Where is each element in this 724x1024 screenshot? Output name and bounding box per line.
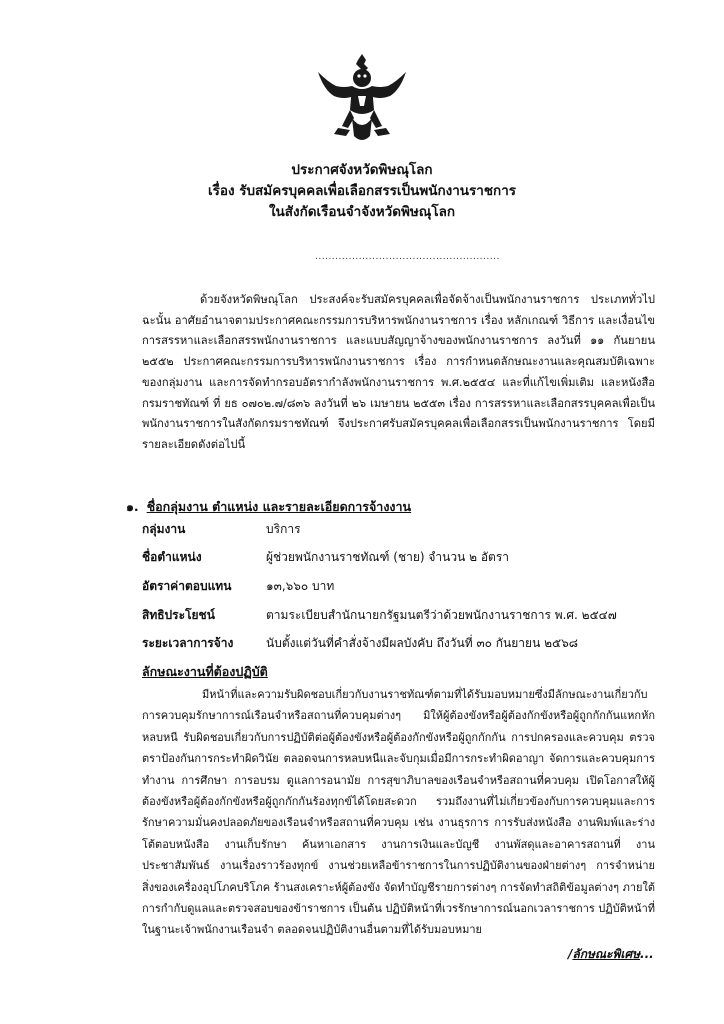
detail-key: สิทธิประโยชน์ [142,608,215,622]
separator-dots: ....................................................... [315,252,500,262]
section-1-heading [126,497,411,517]
announcement-issuer: ประกาศจังหวัดพิษณุโลก [291,162,433,178]
detail-key: อัตราค่าตอบแทน [142,579,232,593]
continued-marker [568,945,654,964]
detail-value: บริการ [266,522,301,536]
detail-value: ตามระเบียบสำนักนายกรัฐมนตรีว่าด้วยพนักงานราชการ พ.ศ. ๒๕๔๗ [266,608,617,622]
intro-paragraph: ด้วยจังหวัดพิษณุโลก ประสงค์จะรับสมัครบุคคลเพื่อจัดจ้างเป็นพนักงานราชการ ประเภททั่วไป ฉะนั้น อาศัยอำนาจตามประกาศคณะกรรมการบริหารพนักงานราชการ เรื่อง หลักเกณฑ์ วิธีการ และเงื่อนไขการสรรหาและเลือกสรรพนักงานราชการ และแบบสัญญาจ้างของพนักงานราชการ ลงวันที่ ๑๑ กันยายน ๒๕๕๒ ประกาศคณะกรรมการบริหารพนักงานราชการ เรื่อง การกำหนดลักษณะงานและคุณสมบัติเฉพาะของกลุ่มงาน และการจัดทำกรอบอัตรากำลังพนักงานราชการ พ.ศ.๒๕๕๔ และที่แก้ไขเพิ่มเติม และหนังสือกรมราชทัณฑ์ ที่ ยธ ๐๗๐๒.๗/๘๓๖ ลงวันที่ ๒๖ เมษายน ๒๕๕๓ เรื่อง การสรรหาและเลือกสรรบุคคลเพื่อเป็นพนักงานราชการในสังกัดกรมราชทัณฑ์ จึงประกาศรับสมัครบุคคลเพื่อเลือกสรรเป็นพนักงานราชการ โดยมีรายละเอียดดังต่อไปนี้ [142,293,655,451]
duties-paragraph: มีหน้าที่และความรับผิดชอบเกี่ยวกับงานราชทัณฑ์ตามที่ได้รับมอบหมายซึ่งมีลักษณะงานเกี่ยวกับการควบคุมรักษาการณ์เรือนจำหรือสถานที่ควบคุมต่างๆ มิให้ผู้ต้องขังหรือผู้ต้องกักขังหรือผู้ถูกกักกันแหกหักหลบหนี รับผิดชอบเกี่ยวกับการปฏิบัติต่อผู้ต้องขังหรือผู้ต้องกักขังหรือผู้ถูกกักกัน การปกครองและควบคุม ตรวจตราป้องกันการกระทำผิดวินัย ตลอดจนการหลบหนีและจับกุมเมื่อมีการกระทำผิดอาญา จัดการและควบคุมการทำงาน การศึกษา การอบรม ดูแลการอนามัย การสุขาภิบาลของเรือนจำหรือสถานที่ควบคุม เปิดโอกาสให้ผู้ต้องขังหรือผู้ต้องกักขังหรือผู้ถูกกักกันร้องทุกข์ได้โดยสะดวก รวมถึงงานที่ไม่เกี่ยวข้องกับการควบคุมและการรักษาความมั่นคงปลอดภัยของเรือนจำหรือสถานที่ควบคุม เช่น งานธุรการ การรับส่งหนังสือ งานพิมพ์และร่างโต้ตอบหนังสือ งานเก็บรักษา ค้นหาเอกสาร งานการเงินและบัญชี งานพัสดุและอาคารสถานที่ งานประชาสัมพันธ์ งานเรื่องราวร้องทุกข์ งานช่วยเหลือข้าราชการในการปฏิบัติงานของฝ่ายต่างๆ การจำหน่ายสิ่งของเครื่องอุปโภคบริโภค ร้านสงเคราะห์ผู้ต้องขัง จัดทำบัญชีรายการต่างๆ การจัดทำสถิติข้อมูลต่างๆ ภายใต้การกำกับดูแลและตรวจสอบของข้าราชการ เป็นต้น ปฏิบัติหน้าที่เวรรักษาการณ์นอกเวลาราชการ ปฏิบัติหน้าที่ในฐานะเจ้าพนักงานเรือนจำ ตลอดจนปฏิบัติงานอื่นตามที่ได้รับมอบหมาย [142,688,655,937]
duties-heading: ลักษณะงานที่ต้องปฏิบัติ [142,664,268,679]
section-1-title: ชื่อกลุ่มงาน ตำแหน่ง และรายละเอียดการจ้างงาน [146,499,412,514]
continued-next-heading: ลักษณะพิเศษ [572,947,641,961]
detail-key: ระยะเวลาการจ้าง [142,636,234,650]
detail-value: นับตั้งแต่วันที่คำสั่งจ้างมีผลบังคับ ถึงวันที่ ๓๐ กันยายน ๒๕๖๘ [266,636,578,650]
detail-key: กลุ่มงาน [142,522,186,536]
announcement-header [0,160,724,223]
detail-value: ผู้ช่วยพนักงานราชทัณฑ์ (ชาย) จำนวน ๒ อัตรา [266,550,509,564]
section-1-number: ๑. [126,499,139,514]
continued-slash: / [568,947,573,961]
detail-value: ๑๓,๖๖๐ บาท [266,579,335,593]
garuda-emblem-icon [314,52,410,146]
announcement-department: ในสังกัดเรือนจำจังหวัดพิษณุโลก [268,204,456,220]
announcement-subject: เรื่อง รับสมัครบุคคลเพื่อเลือกสรรเป็นพนักงานราชการ [207,183,517,199]
detail-key: ชื่อตำแหน่ง [142,550,202,564]
continued-ellipsis: ... [640,947,654,961]
